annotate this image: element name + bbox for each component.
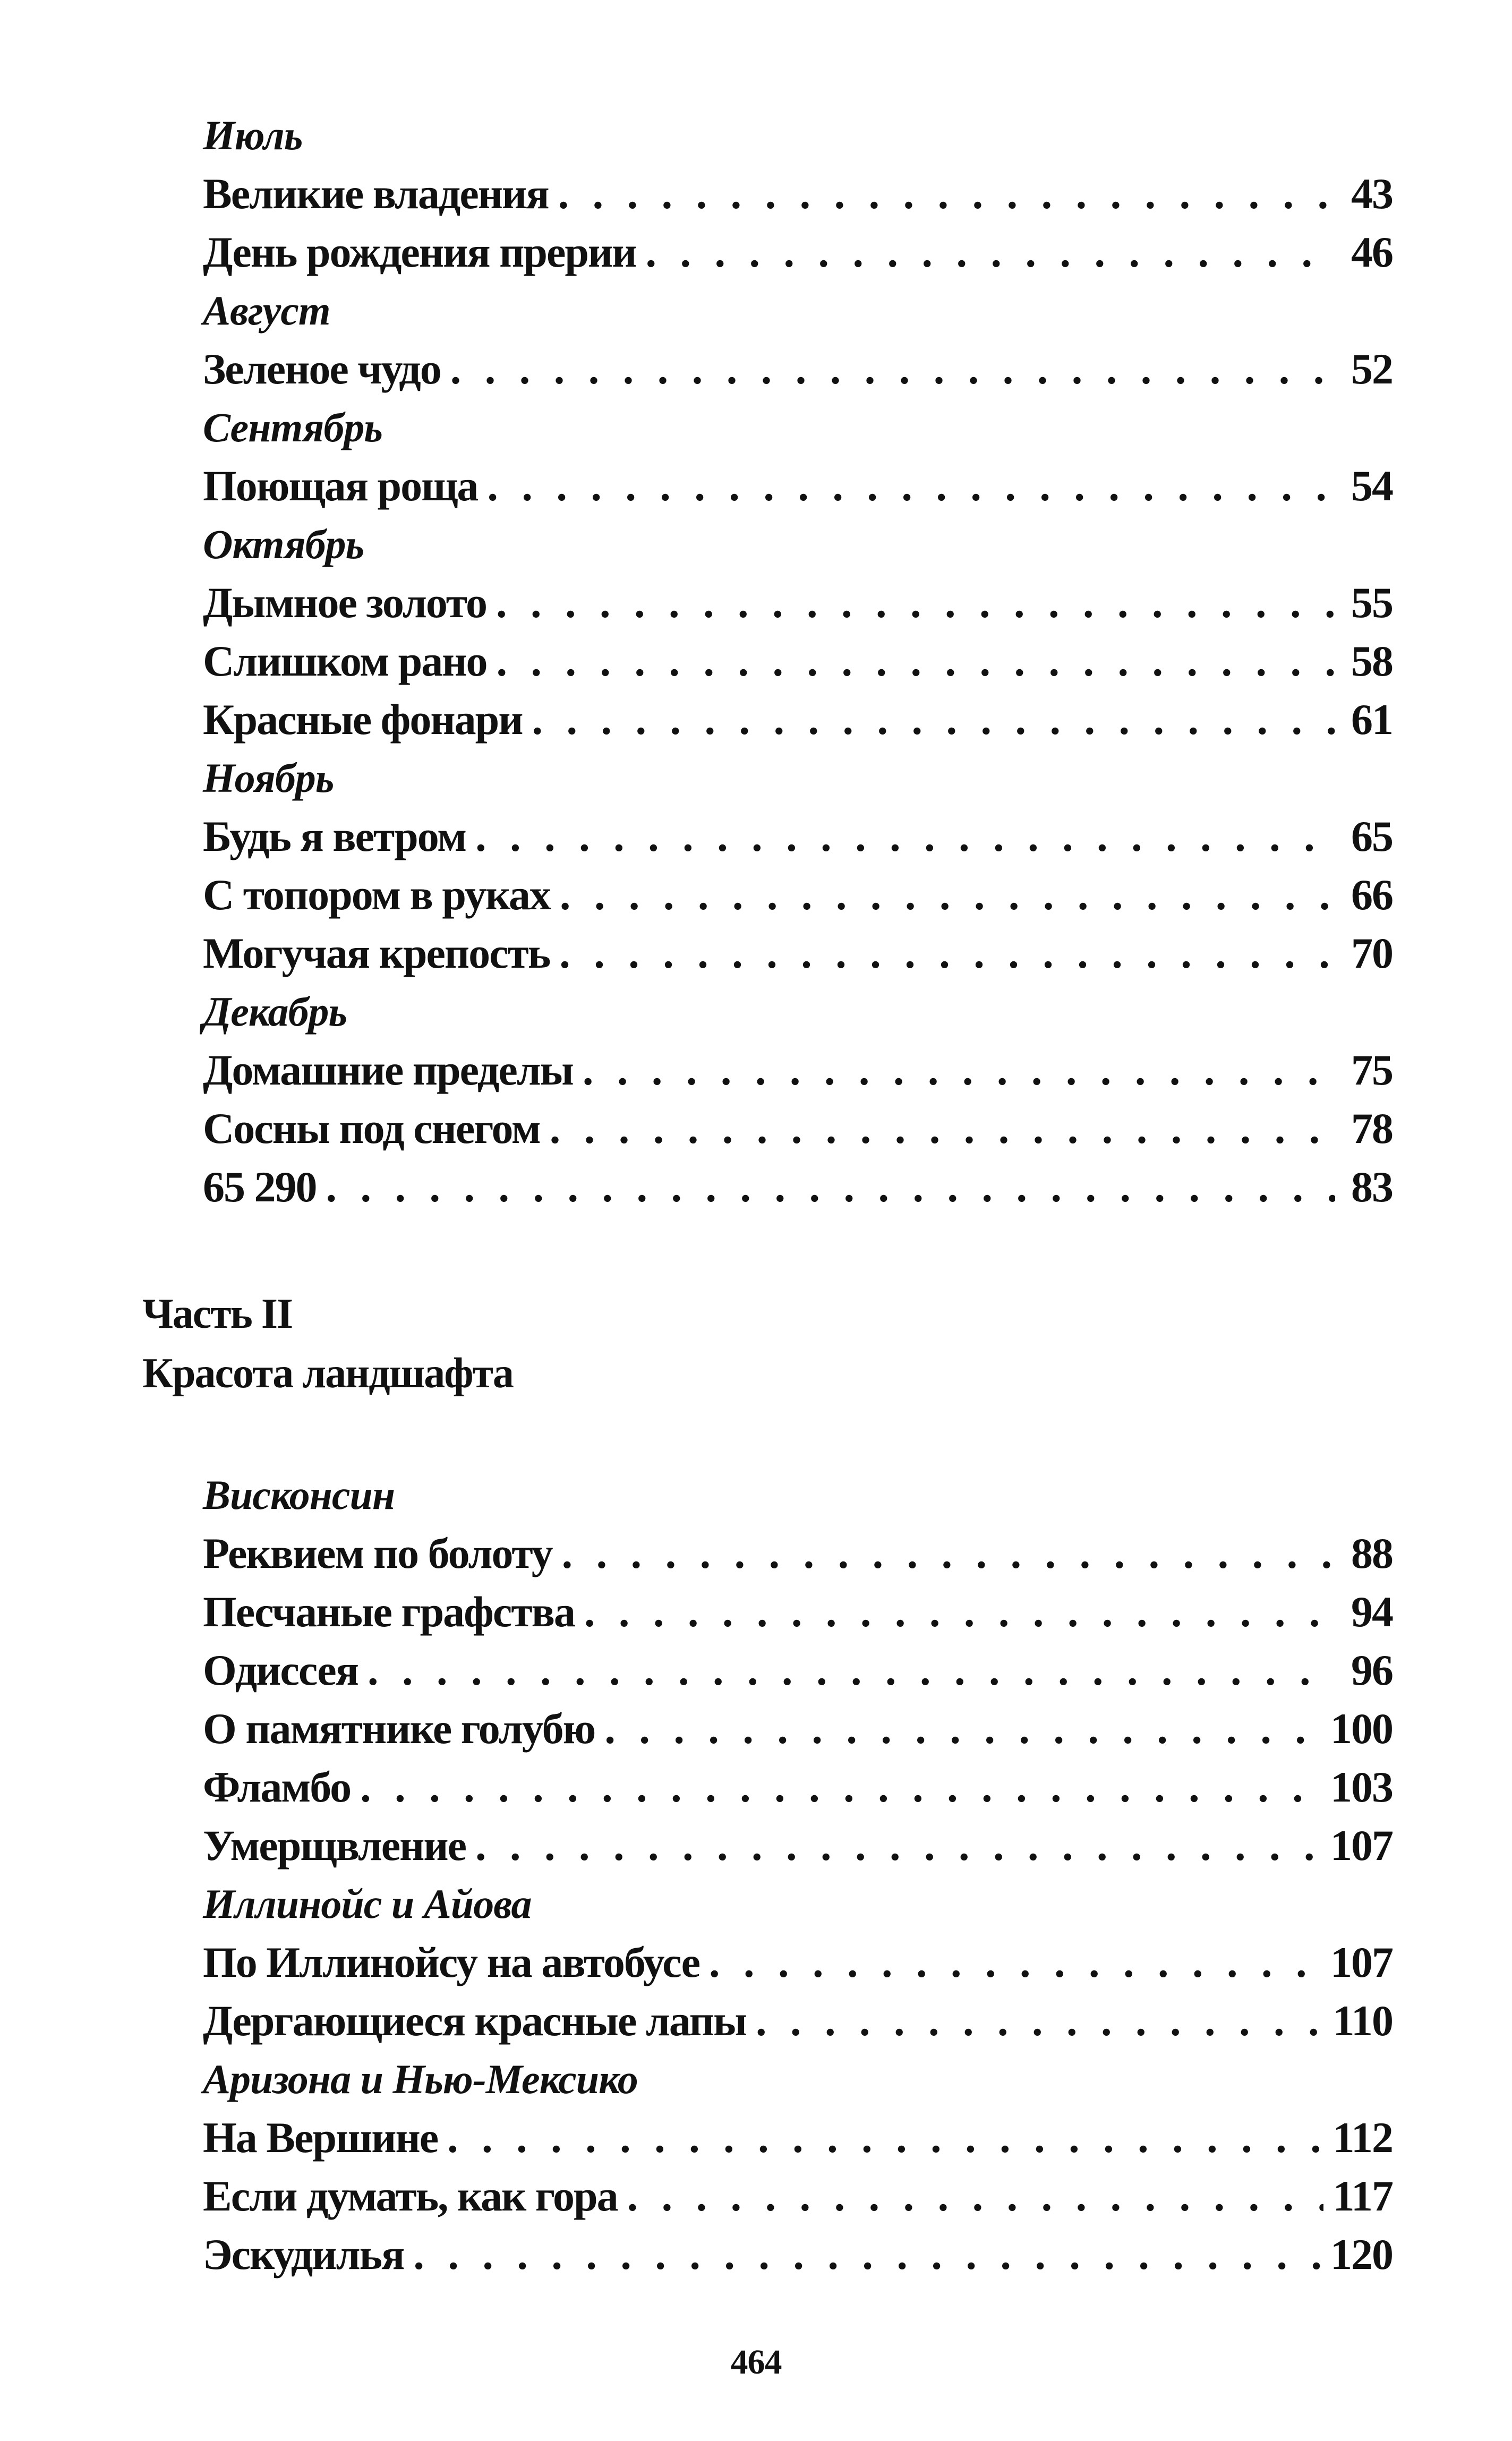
entry-title: Сосны под снегом bbox=[203, 1104, 540, 1153]
entry-title: Могучая крепость bbox=[203, 929, 550, 977]
entry-title: Дымное золото bbox=[203, 578, 486, 627]
dot-leader bbox=[604, 1700, 1321, 1758]
entry-page-number: 83 bbox=[1351, 1163, 1393, 1211]
entry-page-number: 110 bbox=[1332, 1996, 1393, 2045]
entry-title: Эскудилья bbox=[203, 2230, 404, 2278]
dot-leader bbox=[413, 2225, 1321, 2284]
entry-title: По Иллинойсу на автобусе bbox=[203, 1938, 699, 1986]
toc-entry bbox=[203, 1158, 1393, 1216]
entry-title: Дергающиеся красные лапы bbox=[203, 1996, 747, 2045]
dot-leader bbox=[532, 690, 1335, 749]
dot-leader bbox=[646, 223, 1335, 281]
entry-page-number: 66 bbox=[1351, 870, 1393, 919]
dot-leader bbox=[550, 1099, 1335, 1158]
entry-page-number: 107 bbox=[1330, 1938, 1393, 1986]
toc-entry bbox=[203, 2167, 1393, 2225]
entry-title: Если думать, как гора bbox=[203, 2172, 618, 2220]
entry-title: Будь я ветром bbox=[203, 812, 466, 860]
dot-leader bbox=[709, 1933, 1321, 1992]
toc-entry bbox=[203, 1041, 1393, 1099]
entry-page-number: 65 bbox=[1351, 812, 1393, 860]
entry-page-number: 103 bbox=[1330, 1763, 1393, 1811]
entry-title: День рождения прерии bbox=[203, 228, 636, 276]
toc-entry bbox=[203, 2225, 1393, 2284]
entry-title: 65 290 bbox=[203, 1163, 317, 1211]
dot-leader bbox=[559, 924, 1335, 983]
dot-leader bbox=[584, 1583, 1335, 1641]
section-heading: Сентябрь bbox=[203, 404, 382, 450]
dot-leader bbox=[756, 1992, 1323, 2050]
toc-entry bbox=[203, 690, 1393, 749]
entry-page-number: 54 bbox=[1351, 462, 1393, 510]
entry-title: О памятнике голубю bbox=[203, 1704, 595, 1753]
section-heading: Висконсин bbox=[203, 1472, 395, 1518]
dot-leader bbox=[450, 340, 1335, 398]
dot-leader bbox=[583, 1041, 1335, 1099]
toc-entry bbox=[203, 866, 1393, 924]
entry-page-number: 58 bbox=[1351, 637, 1393, 685]
table-of-contents-part-1 bbox=[203, 106, 1393, 1216]
part-title: Красота ландшафта bbox=[142, 1350, 513, 1397]
entry-title: С топором в руках bbox=[203, 870, 550, 919]
toc-entry bbox=[203, 457, 1393, 515]
section-heading: Ноябрь bbox=[203, 755, 334, 801]
dot-leader bbox=[558, 165, 1335, 223]
entry-page-number: 117 bbox=[1332, 2172, 1393, 2220]
toc-entry bbox=[203, 924, 1393, 983]
dot-leader bbox=[368, 1641, 1335, 1700]
entry-title: Красные фонари bbox=[203, 695, 523, 744]
entry-title: Зеленое чудо bbox=[203, 345, 441, 393]
entry-title: Реквием по болоту bbox=[203, 1529, 552, 1577]
toc-entry bbox=[203, 1992, 1393, 2050]
entry-page-number: 75 bbox=[1351, 1046, 1393, 1094]
entry-page-number: 120 bbox=[1330, 2230, 1393, 2278]
toc-entry bbox=[203, 1816, 1393, 1875]
entry-page-number: 43 bbox=[1351, 169, 1393, 218]
dot-leader bbox=[326, 1158, 1336, 1216]
dot-leader bbox=[360, 1758, 1321, 1816]
dot-leader bbox=[627, 2167, 1323, 2225]
entry-title: Умерщвление bbox=[203, 1821, 466, 1870]
section-heading: Иллинойс и Айова bbox=[203, 1881, 532, 1927]
entry-page-number: 70 bbox=[1351, 929, 1393, 977]
entry-page-number: 46 bbox=[1351, 228, 1393, 276]
toc-entry bbox=[203, 1700, 1393, 1758]
toc-entry bbox=[203, 807, 1393, 866]
toc-entry bbox=[203, 1524, 1393, 1583]
section-heading: Декабрь bbox=[203, 988, 347, 1035]
toc-entry bbox=[203, 1758, 1393, 1816]
dot-leader bbox=[447, 2109, 1323, 2167]
entry-title: Одиссея bbox=[203, 1646, 358, 1694]
entry-page-number: 61 bbox=[1351, 695, 1393, 744]
section-heading: Август bbox=[203, 287, 330, 334]
entry-page-number: 78 bbox=[1351, 1104, 1393, 1153]
entry-title: Слишком рано bbox=[203, 637, 487, 685]
entry-page-number: 96 bbox=[1351, 1646, 1393, 1694]
toc-entry bbox=[203, 632, 1393, 690]
entry-page-number: 52 bbox=[1351, 345, 1393, 393]
dot-leader bbox=[475, 807, 1335, 866]
part-label: Часть II bbox=[142, 1291, 293, 1337]
page-number: 464 bbox=[730, 2343, 782, 2382]
section-heading: Июль bbox=[203, 112, 303, 158]
entry-title: Домашние пределы bbox=[203, 1046, 573, 1094]
section-heading: Аризона и Нью-Мексико bbox=[203, 2056, 638, 2102]
toc-entry bbox=[203, 223, 1393, 281]
entry-title: Песчаные графства bbox=[203, 1587, 575, 1636]
part-heading bbox=[142, 1284, 1364, 1403]
dot-leader bbox=[496, 574, 1335, 632]
dot-leader bbox=[560, 866, 1335, 924]
entry-title: Поющая роща bbox=[203, 462, 478, 510]
toc-entry bbox=[203, 2109, 1393, 2167]
entry-title: Великие владения bbox=[203, 169, 549, 218]
dot-leader bbox=[562, 1524, 1335, 1583]
entry-title: На Вершине bbox=[203, 2113, 438, 2162]
toc-entry bbox=[203, 1641, 1393, 1700]
entry-title: Фламбо bbox=[203, 1763, 351, 1811]
toc-entry bbox=[203, 574, 1393, 632]
dot-leader bbox=[475, 1816, 1321, 1875]
toc-entry bbox=[203, 165, 1393, 223]
dot-leader bbox=[487, 457, 1335, 515]
toc-entry bbox=[203, 340, 1393, 398]
table-of-contents-part-2 bbox=[203, 1466, 1393, 2284]
entry-page-number: 94 bbox=[1351, 1587, 1393, 1636]
toc-entry bbox=[203, 1933, 1393, 1992]
toc-entry bbox=[203, 1583, 1393, 1641]
toc-entry bbox=[203, 1099, 1393, 1158]
entry-page-number: 55 bbox=[1351, 578, 1393, 627]
entry-page-number: 88 bbox=[1351, 1529, 1393, 1577]
dot-leader bbox=[497, 632, 1335, 690]
entry-page-number: 100 bbox=[1330, 1704, 1393, 1753]
entry-page-number: 107 bbox=[1330, 1821, 1393, 1870]
section-heading: Октябрь bbox=[203, 521, 364, 567]
entry-page-number: 112 bbox=[1332, 2113, 1393, 2162]
